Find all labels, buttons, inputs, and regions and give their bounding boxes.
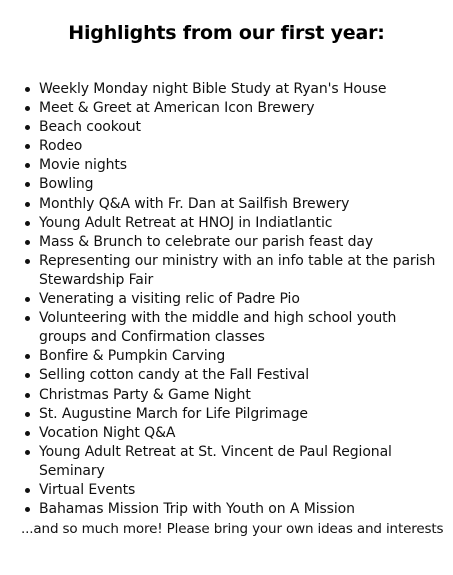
bullet-icon [25,125,30,130]
list-item-text: Mass & Brunch to celebrate our parish feast day [39,233,374,250]
bullet-icon [25,144,30,149]
list-item [0,500,453,519]
list-item [0,99,453,118]
bullet-icon [25,240,30,245]
list-item [0,233,453,252]
list-item-text: Bonfire & Pumpkin Carving [39,348,226,365]
list-item-text: Virtual Events [39,481,136,498]
list-item [0,405,453,424]
bullet-icon [25,202,30,207]
list-item [0,290,453,309]
bullet-icon [25,412,30,417]
closing-note: ...and so much more! Please bring your own ideas and interests [21,521,444,537]
highlights-list [0,80,453,519]
bullet-icon [25,507,30,512]
list-item-text: Monthly Q&A with Fr. Dan at Sailfish Brewery [39,195,350,212]
bullet-icon [25,106,30,111]
list-item-text: Young Adult Retreat at HNOJ in Indiatlantic [39,214,333,231]
list-item-text: Weekly Monday night Bible Study at Ryan's House [39,81,387,97]
page-title: Highlights from our first year: [68,22,385,44]
bullet-icon [25,316,30,321]
list-item [0,424,453,443]
list-item [0,137,453,156]
bullet-icon [25,488,30,493]
list-item [0,481,453,500]
list-item [0,443,453,481]
list-item-text: Representing our ministry with an info table at the parish Stewardship Fair [39,252,436,288]
bullet-icon [25,259,30,264]
list-item [0,156,453,175]
bullet-icon [25,373,30,378]
list-item [0,252,453,290]
list-item-text: Bahamas Mission Trip with Youth on A Mission [39,501,355,518]
list-item-text: Meet & Greet at American Icon Brewery [39,100,315,117]
list-item-text: St. Augustine March for Life Pilgrimage [39,405,308,422]
bullet-icon [25,450,30,455]
list-item-text: Volunteering with the middle and high school youth groups and Confirmation classes [39,310,397,346]
list-item [0,309,453,347]
list-item [0,80,453,99]
bullet-icon [25,221,30,226]
list-item [0,175,453,194]
list-item-text: Selling cotton candy at the Fall Festival [39,367,310,384]
list-item-text: Vocation Night Q&A [39,424,176,441]
bullet-icon [25,393,30,398]
list-item-text: Beach cookout [39,119,141,136]
list-item [0,214,453,233]
list-item [0,118,453,137]
list-item [0,347,453,366]
list-item-text: Bowling [39,176,94,193]
list-item [0,195,453,214]
bullet-icon [25,354,30,359]
list-item [0,366,453,385]
list-item-text: Venerating a visiting relic of Padre Pio [39,291,300,308]
bullet-icon [25,297,30,302]
bullet-icon [25,182,30,187]
bullet-icon [25,87,30,92]
bullet-icon [25,431,30,436]
bullet-icon [25,163,30,168]
list-item-text: Rodeo [39,138,83,155]
list-item-text: Christmas Party & Game Night [39,386,251,403]
list-item-text: Movie nights [39,157,127,174]
list-item [0,386,453,405]
list-item-text: Young Adult Retreat at St. Vincent de Paul Regional Seminary [39,443,392,479]
